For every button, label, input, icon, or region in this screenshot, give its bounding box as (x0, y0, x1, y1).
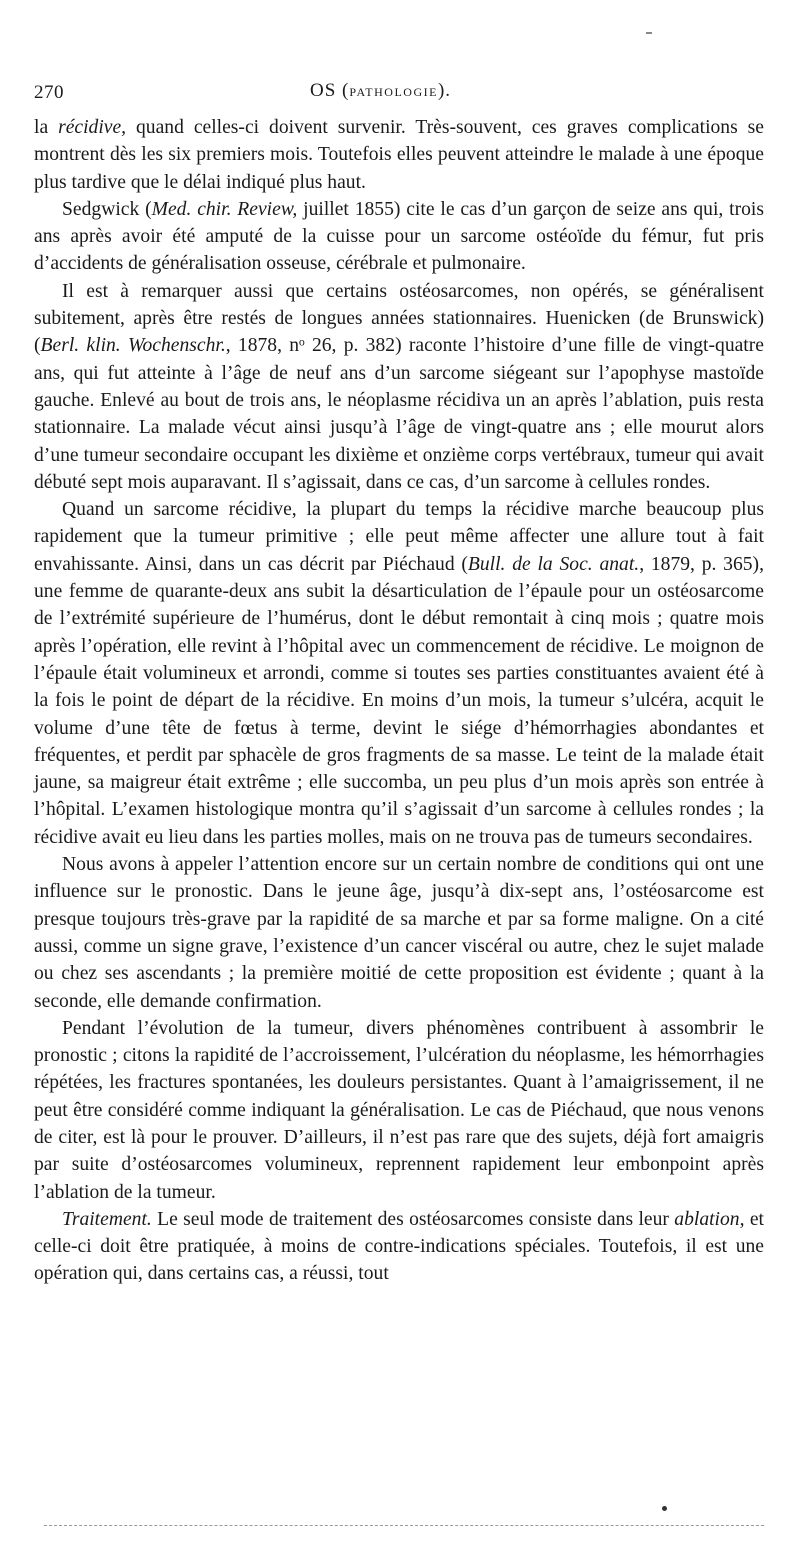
paragraph (34, 114, 764, 196)
paragraph (34, 196, 764, 278)
text-run: , 1879, p. 365), une femme de quarante-deux ans subit la désarticulation de l’épaule pour un ostéosarcome de l’extrémité supérieure de l’humérus, dont le début remontait à cinq mois ; quatre mois après l’opération, elle revint à l’hôpital avec un commencement de récidive. Le moignon de l’épaule était volumineux et arrondi, comme si toutes ses parties constituantes avaient été à la fois le point de départ de la récidive. En moins d’un mois, la tumeur s’ulcéra, acquit le volume d’une tête de fœtus à terme, devint le siége d’hémorrhagies abondantes et fréquentes, et perdit par sphacèle de gros fragments de sa masse. Le teint de la malade était jaune, sa maigreur était extrême ; elle succomba, un peu plus d’un mois après son entrée à l’hôpital. L’examen histologique montra qu’il s’agissait d’un sarcome à cellules rondes ; la récidive avait eu lieu dans les parties molles, mais on ne trouva pas de tumeurs secondaires. (34, 553, 764, 848)
running-head (310, 80, 451, 102)
page-header (34, 80, 764, 114)
text-run: Le seul mode de traitement des ostéosarcomes consiste dans leur (151, 1208, 675, 1230)
running-head-smallcaps: PATHOLOGIE (349, 85, 438, 99)
paragraph (34, 496, 764, 851)
italic-run: récidive, (58, 117, 127, 138)
page-number: 270 (34, 82, 64, 103)
text-run: quand celles-ci doivent survenir. Très-souvent, ces graves complications se montrent dès les six premiers mois. Toutefois elles peuvent atteindre le malade à une époque plus tardive que le délai indiqué plus haut. (34, 117, 764, 193)
text-run: Il est à remarquer aussi que certains ostéosarcomes, non opérés, se généralisent subitement, après être restés de longues années stationnaires. Huenicken (de Brunswick) ( (34, 280, 764, 357)
paragraph (34, 1015, 764, 1206)
paragraph (34, 278, 764, 496)
text-run: Quand un sarcome récidive, la plupart du temps la récidive marche beaucoup plus rapidement que la tumeur primitive ; elle peut même affecter une allure tout à fait envahissante. Ainsi, dans un cas décrit par Piéchaud ( (34, 499, 764, 575)
printer-mark (662, 1506, 667, 1511)
italic-run: Med. chir. Review, (151, 198, 298, 220)
running-head-prefix: OS ( (310, 80, 350, 101)
text-run: Nous avons à appeler l’attention encore sur un certain nombre de conditions qui ont une influence sur le pronostic. Dans le jeune âge, jusqu’à dix-sept ans, l’ostéosarcome est presque toujours très-grave par la rapidité de sa marche et par sa forme maligne. On a cité aussi, comme un signe grave, l’existence d’un cancer viscéral ou autre, chez le sujet malade ou chez ses ascendants ; la première moitié de cette proposition est évidente ; quant à la seconde, elle demande confirmation. (34, 854, 764, 1012)
bottom-rule (44, 1525, 764, 1526)
paragraph (34, 851, 764, 1015)
text-run: et celle-ci doit être pratiquée, à moins de contre-indications spéciales. Toutefois, il est une opération qui, dans certains cas, a réussi, tout (34, 1208, 764, 1285)
book-page (34, 80, 764, 1288)
running-head-suffix: ). (437, 80, 452, 101)
text-run: juillet 1855) cite le cas d’un garçon de seize ans qui, trois ans après avoir été amputé de la cuisse pour un sarcome ostéoïde du fémur, fut pris d’accidents de généralisation osseuse, cérébrale et pulmonaire. (34, 198, 764, 275)
italic-run: Traitement. (62, 1208, 152, 1230)
text-run: , 1878, nᵒ 26, p. 382) raconte l’histoire d’une fille de vingt-quatre ans, qui fut atteinte à l’âge de neuf ans d’un sarcome siégeant sur l’apophyse mastoïde gauche. Enlevé au bout de trois ans, le néoplasme récidiva un an après l’ablation, puis resta stationnaire. La malade vécut ainsi jusqu’à l’âge de vingt-quatre ans ; elle mourut alors d’une tumeur secondaire occupant les dixième et onzième corps vertébraux, tumeur qui avait débuté sept mois auparavant. Il s’agissait, dans ce cas, d’un sarcome à cellules rondes. (34, 335, 764, 493)
italic-run: Bull. de la Soc. anat. (467, 553, 640, 575)
italic-run: Berl. klin. Wochenschr. (40, 335, 226, 357)
body-text (34, 114, 764, 1288)
scan-mark (646, 32, 652, 34)
text-run: Sedgwick ( (62, 198, 152, 220)
text-run: la (34, 117, 59, 138)
text-run: Pendant l’évolution de la tumeur, divers phénomènes contribuent à assombrir le pronostic ; citons la rapidité de l’accroissement, l’ulcération du néoplasme, les hémorrhagies répétées, les fractures spontanées, les douleurs persistantes. Quant à l’amaigrissement, il ne peut être considéré comme indiquant la généralisation. Le cas de Piéchaud, que nous venons de citer, est là pour le prouver. D’ailleurs, il n’est pas rare que des sujets, déjà fort amaigris par suite d’ostéosarcomes volumineux, reprennent rapidement leur embonpoint après l’ablation de la tumeur. (34, 1017, 764, 1203)
italic-run: ablation, (674, 1208, 745, 1230)
paragraph (34, 1206, 764, 1288)
